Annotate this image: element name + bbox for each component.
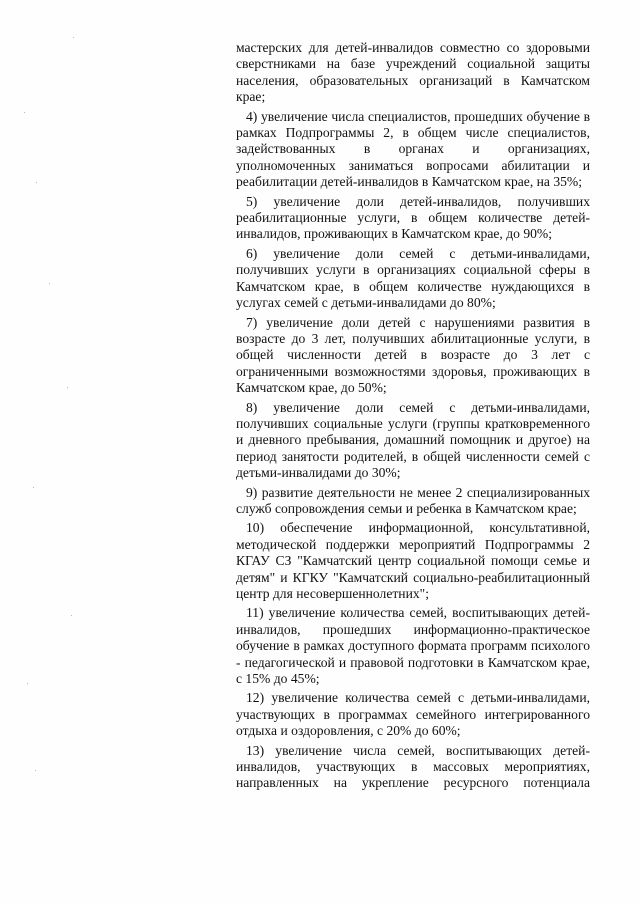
scan-speck bbox=[36, 182, 37, 183]
scan-speck bbox=[27, 683, 28, 684]
list-item-9: 9) развитие деятельности не менее 2 специализированных служб сопровождения семьи и ребенка в Камчатском крае; bbox=[236, 484, 590, 516]
list-item-8: 8) увеличение доли семей с детьми-инвалидами, получивших социальные услуги (группы кратковременного и дневного пребывания, домашний помощник и другое) на период занятости родителей, в общей численности семей с детьми-инвалидами до 30%; bbox=[236, 399, 590, 481]
scan-speck bbox=[73, 37, 74, 38]
scan-speck bbox=[33, 487, 34, 488]
text-column bbox=[236, 40, 590, 795]
list-item-6: 6) увеличение доли семей с детьми-инвалидами, получивших услуги в организациях социальной сферы в Камчатском крае, в общем количестве нуждающихся в услугах семей с детьми-инвалидами до 80%; bbox=[236, 245, 590, 311]
list-item-10: 10) обеспечение информационной, консультативной, методической поддержки мероприятий Подпрограммы 2 КГАУ СЗ "Камчатский центр социальной помощи семье и детям" и КГКУ "Камчатский социально-реабилитационный центр для несовершеннолетних"; bbox=[236, 520, 590, 601]
list-item-12: 12) увеличение количества семей с детьми-инвалидами, участвующих в программах семейного интегрированного отдыха и оздоровления, с 20% до 60%; bbox=[236, 690, 590, 739]
list-item-5: 5) увеличение доли детей-инвалидов, получивших реабилитационные услуги, в общем количестве детей-инвалидов, проживающих в Камчатском крае, до 90%; bbox=[236, 193, 590, 242]
paragraph-continuation: мастерских для детей-инвалидов совместно со здоровыми сверстниками на базе учреждений социальной защиты населения, образовательных организаций в Камчатском крае; bbox=[236, 40, 590, 105]
scan-speck bbox=[49, 283, 50, 284]
scan-speck bbox=[24, 112, 25, 113]
list-item-11: 11) увеличение количества семей, воспитывающих детей-инвалидов, прошедших информационно-практическое обучение в рамках доступного формата программ психолого - педагогической и правовой подготовки в Камчатском крае, с 15% до 45%; bbox=[236, 605, 590, 687]
list-item-4: 4) увеличение числа специалистов, прошедших обучение в рамках Подпрограммы 2, в общем числе специалистов, задействованных в органах и организациях, уполномоченных заниматься вопросами абилитации и реабилитации детей-инвалидов в Камчатском крае, на 35%; bbox=[236, 108, 590, 190]
list-item-7: 7) увеличение доли детей с нарушениями развития в возрасте до 3 лет, получивших абилитационные услуги, в общей численности детей в возрасте до 3 лет с ограниченными возможностями здоровья, проживающих в Камчатском крае, до 50%; bbox=[236, 314, 590, 396]
scan-speck bbox=[35, 770, 36, 771]
scan-speck bbox=[67, 387, 68, 388]
scan-speck bbox=[71, 615, 72, 616]
list-item-13: 13) увеличение числа семей, воспитывающих детей-инвалидов, участвующих в массовых мероприятиях, направленных на укрепление ресурсного потенциала bbox=[236, 742, 590, 791]
